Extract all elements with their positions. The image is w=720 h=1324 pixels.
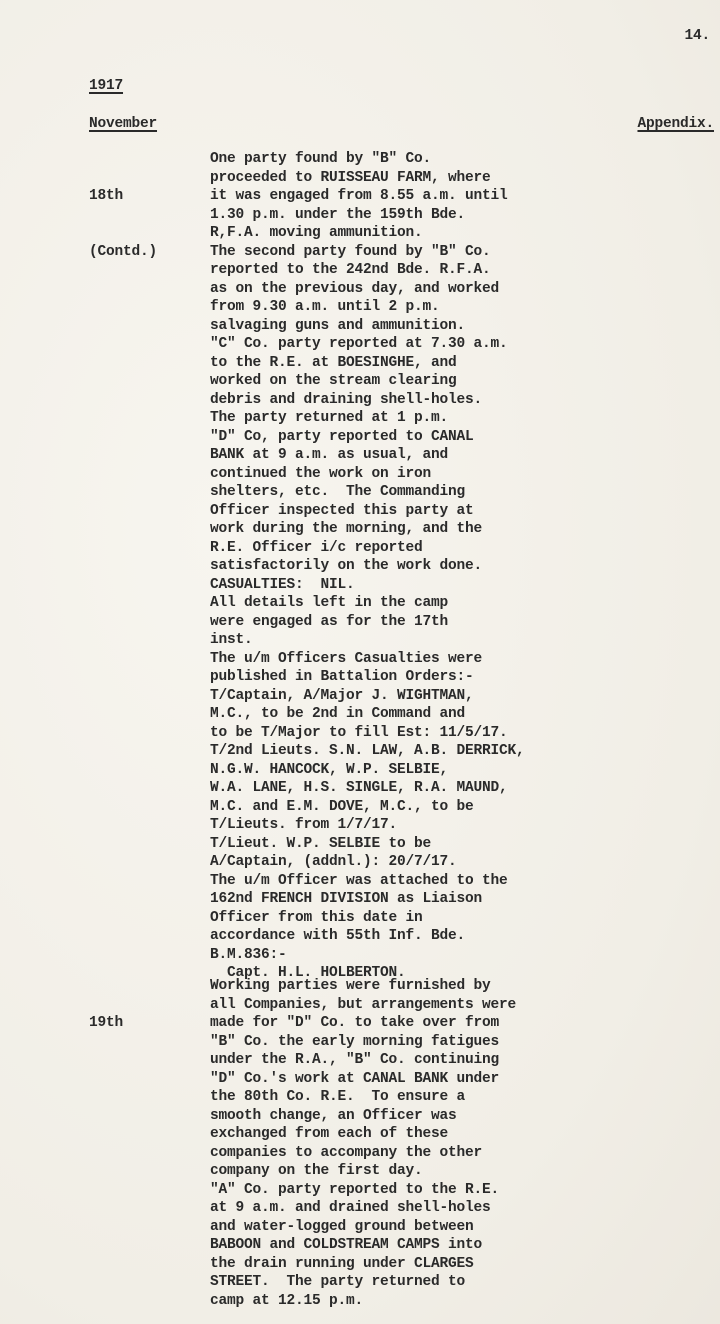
diary-text-line: the 80th Co. R.E. To ensure a: [210, 1089, 466, 1105]
diary-text-line: made for "D" Co. to take over from: [210, 1015, 500, 1031]
entry-date-19th: [89, 977, 123, 1070]
diary-text-line: T/Captain, A/Major J. WIGHTMAN,: [210, 687, 474, 704]
diary-text-line: at 9 a.m. and drained shell-holes: [210, 1200, 491, 1216]
diary-text-line: as on the previous day, and worked: [210, 280, 500, 297]
appendix-column-heading: Appendix.: [637, 116, 714, 132]
diary-text-line: salvaging guns and ammunition.: [210, 317, 466, 334]
diary-text-line: All details left in the camp: [210, 595, 449, 611]
entry-date: 19th: [89, 1015, 124, 1031]
diary-text-line: shelters, etc. The Commanding: [210, 484, 466, 500]
entry-body-19th: [210, 977, 516, 1310]
diary-text-line: camp at 12.15 p.m.: [210, 1292, 364, 1309]
diary-text-line: CASUALTIES: NIL.: [210, 576, 355, 593]
diary-text-line: The party returned at 1 p.m.: [210, 410, 449, 426]
diary-text-line: One party found by "B" Co.: [210, 151, 432, 167]
diary-text-line: it was engaged from 8.55 a.m. until: [210, 188, 508, 204]
diary-text-line: 162nd FRENCH DIVISION as Liaison: [210, 891, 483, 907]
diary-text-line: T/2nd Lieuts. S.N. LAW, A.B. DERRICK,: [210, 743, 525, 759]
diary-text-line: W.A. LANE, H.S. SINGLE, R.A. MAUND,: [210, 780, 508, 796]
diary-text-line: The u/m Officers Casualties were: [210, 650, 483, 667]
diary-text-line: under the R.A., "B" Co. continuing: [210, 1052, 500, 1068]
diary-text-line: "A" Co. party reported to the R.E.: [210, 1181, 500, 1198]
month-heading: November: [89, 116, 158, 132]
diary-text-line: worked on the stream clearing: [210, 373, 457, 389]
diary-text-line: M.C., to be 2nd in Command and: [210, 706, 466, 722]
diary-text-line: from 9.30 a.m. until 2 p.m.: [210, 299, 440, 315]
diary-text-line: and water-logged ground between: [210, 1218, 474, 1235]
diary-text-line: satisfactorily on the work done.: [210, 558, 483, 574]
diary-text-line: BABOON and COLDSTREAM CAMPS into: [210, 1237, 483, 1253]
diary-text-line: 1.30 p.m. under the 159th Bde.: [210, 206, 466, 223]
diary-text-line: BANK at 9 a.m. as usual, and: [210, 447, 449, 463]
diary-text-line: N.G.W. HANCOCK, W.P. SELBIE,: [210, 761, 449, 778]
entry-date-18th: [89, 150, 157, 298]
diary-text-line: smooth change, an Officer was: [210, 1107, 457, 1124]
diary-text-line: proceeded to RUISSEAU FARM, where: [210, 169, 491, 186]
diary-text-line: Capt. H.L. HOLBERTON.: [210, 965, 406, 981]
diary-text-line: accordance with 55th Inf. Bde.: [210, 928, 466, 944]
diary-text-line: continued the work on iron: [210, 465, 432, 482]
diary-text-line: Working parties were furnished by: [210, 978, 491, 994]
diary-text-line: The u/m Officer was attached to the: [210, 872, 508, 889]
diary-text-line: T/Lieut. W.P. SELBIE to be: [210, 835, 432, 852]
diary-text-line: published in Battalion Orders:-: [210, 669, 474, 685]
diary-text-line: debris and draining shell-holes.: [210, 391, 483, 408]
diary-text-line: The second party found by "B" Co.: [210, 243, 491, 260]
diary-text-line: "D" Co.'s work at CANAL BANK under: [210, 1070, 500, 1087]
diary-text-line: all Companies, but arrangements were: [210, 996, 517, 1013]
year-heading: 1917: [89, 78, 124, 94]
entry-date-note: (Contd.): [89, 243, 158, 260]
diary-text-line: R,F.A. moving ammunition.: [210, 225, 423, 241]
diary-text-line: B.M.836:-: [210, 946, 287, 963]
diary-text-line: A/Captain, (addnl.): 20/7/17.: [210, 854, 457, 870]
diary-text-line: to the R.E. at BOESINGHE, and: [210, 354, 457, 371]
diary-text-line: R.E. Officer i/c reported: [210, 539, 423, 556]
diary-text-line: M.C. and E.M. DOVE, M.C., to be: [210, 798, 474, 815]
diary-text-line: to be T/Major to fill Est: 11/5/17.: [210, 724, 508, 741]
diary-text-line: Officer inspected this party at: [210, 502, 474, 519]
entry-date: 18th: [89, 188, 124, 204]
diary-text-line: the drain running under CLARGES: [210, 1255, 474, 1272]
diary-text-line: inst.: [210, 632, 253, 648]
diary-text-line: T/Lieuts. from 1/7/17.: [210, 817, 398, 833]
diary-text-line: companies to accompany the other: [210, 1144, 483, 1161]
diary-text-line: work during the morning, and the: [210, 521, 483, 537]
diary-text-line: company on the first day.: [210, 1163, 423, 1179]
diary-text-line: were engaged as for the 17th: [210, 613, 449, 630]
diary-text-line: reported to the 242nd Bde. R.F.A.: [210, 262, 491, 278]
diary-text-line: "B" Co. the early morning fatigues: [210, 1033, 500, 1050]
diary-text-line: "D" Co, party reported to CANAL: [210, 428, 474, 445]
entry-body-18th: [210, 150, 525, 983]
diary-text-line: STREET. The party returned to: [210, 1274, 466, 1290]
diary-text-line: "C" Co. party reported at 7.30 a.m.: [210, 336, 508, 352]
diary-text-line: Officer from this date in: [210, 909, 423, 926]
diary-text-line: exchanged from each of these: [210, 1126, 449, 1142]
page-number: 14.: [684, 28, 710, 44]
